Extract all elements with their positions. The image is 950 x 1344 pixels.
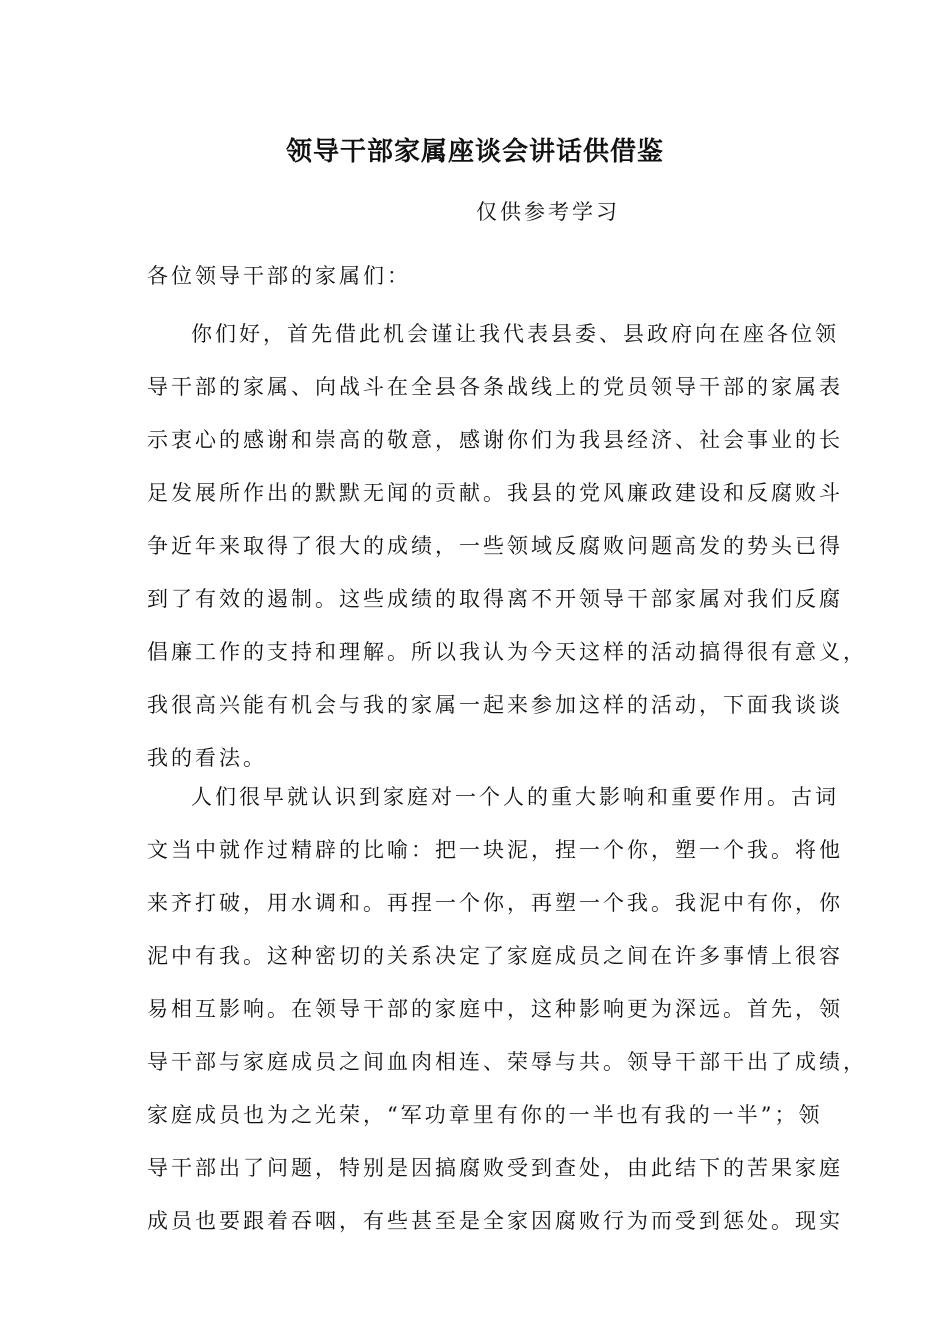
paragraph-line: 导干部出了问题，特别是因搞腐败受到查处，由此结下的苦果家庭 [147, 1156, 843, 1180]
salutation: 各位领导干部的家属们： [147, 264, 411, 288]
paragraph-line: 成员也要跟着吞咽，有些甚至是全家因腐败行为而受到惩处。现实 [147, 1209, 843, 1233]
paragraph-1 [147, 308, 867, 785]
paragraph-line: 到了有效的遏制。这些成绩的取得离不开领导干部家属对我们反腐 [147, 587, 843, 611]
document-subtitle: 仅供参考学习 [476, 200, 620, 224]
paragraph-line: 导干部与家庭成员之间血肉相连、荣辱与共。领导干部干出了成绩， [147, 1050, 867, 1074]
paragraph-line: 泥中有我。这种密切的关系决定了家庭成员之间在许多事情上很容 [147, 944, 843, 968]
paragraph-line: 我的看法。 [147, 746, 267, 770]
paragraph-line: 足发展所作出的默默无闻的贡献。我县的党风廉政建设和反腐败斗 [147, 481, 843, 505]
paragraph-line: 来齐打破，用水调和。再捏一个你，再塑一个我。我泥中有你，你 [147, 891, 843, 915]
paragraph-line: 文当中就作过精辟的比喻：把一块泥，捏一个你，塑一个我。将他 [147, 838, 843, 862]
document-title: 领导干部家属座谈会讲话供借鉴 [285, 137, 664, 167]
paragraph-line: 倡廉工作的支持和理解。所以我认为今天这样的活动搞得很有意义， [147, 640, 867, 664]
paragraph-line: 示衷心的感谢和崇高的敬意，感谢你们为我县经济、社会事业的长 [147, 428, 843, 452]
paragraph-line: 人们很早就认识到家庭对一个人的重大影响和重要作用。古词 [191, 785, 839, 809]
paragraph-line: 易相互影响。在领导干部的家庭中，这种影响更为深远。首先，领 [147, 997, 843, 1021]
paragraph-line: 你们好，首先借此机会谨让我代表县委、县政府向在座各位领 [191, 322, 839, 346]
paragraph-line: 争近年来取得了很大的成绩，一些领域反腐败问题高发的势头已得 [147, 534, 843, 558]
paragraph-line: 导干部的家属、向战斗在全县各条战线上的党员领导干部的家属表 [147, 375, 843, 399]
paragraph-line: 我很高兴能有机会与我的家属一起来参加这样的活动，下面我谈谈 [147, 693, 843, 717]
paragraph-2 [147, 771, 867, 1248]
paragraph-line: 家庭成员也为之光荣，“军功章里有你的一半也有我的一半”；领 [147, 1103, 823, 1127]
